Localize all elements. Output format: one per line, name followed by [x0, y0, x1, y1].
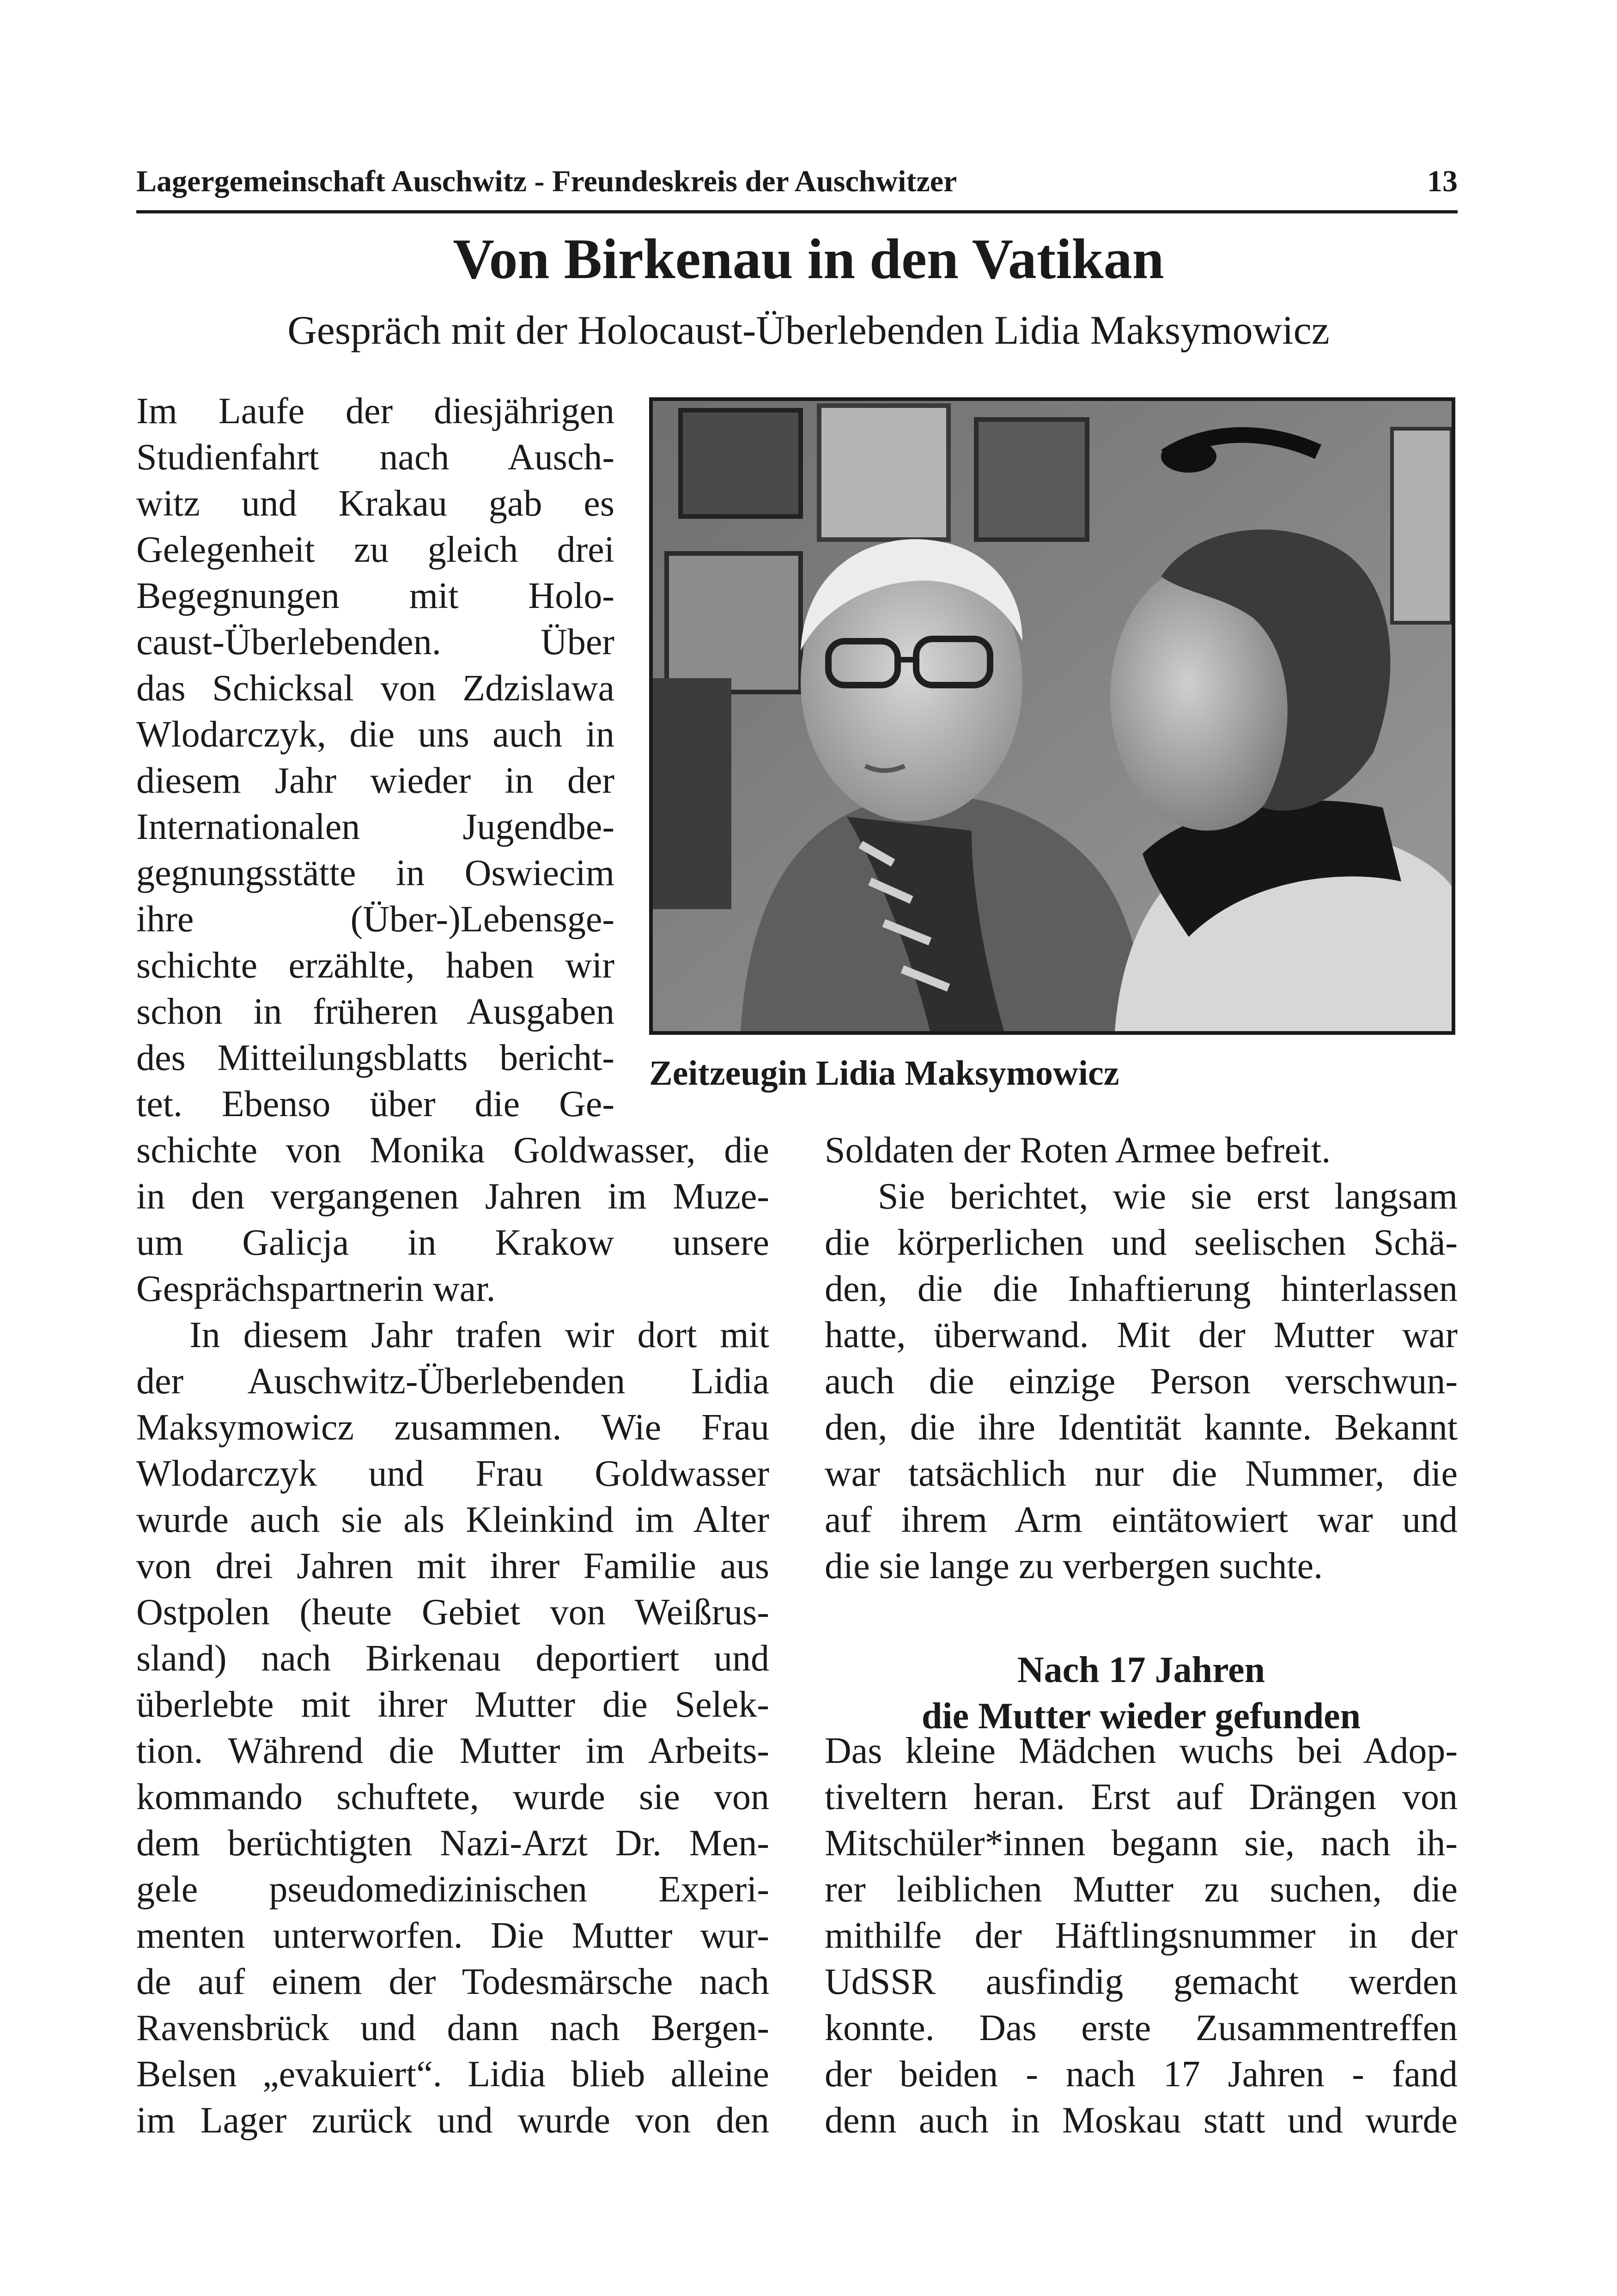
article-subtitle: Gespräch mit der Holocaust-Überlebenden Lidia Maksymowicz: [287, 308, 1330, 353]
text-line: hatte, überwand. Mit der Mutter war: [825, 1315, 1458, 1355]
text-line: tet. Ebenso über die Ge-: [136, 1084, 614, 1124]
text-line: schichte von Monika Goldwasser, die: [136, 1130, 769, 1171]
text-line: In diesem Jahr trafen wir dort mit: [189, 1315, 769, 1355]
text-line: die körperlichen und seelischen Schä-: [825, 1222, 1458, 1263]
photo-caption: Zeitzeugin Lidia Maksymowicz: [649, 1054, 1119, 1093]
page-number: 13: [1427, 164, 1458, 198]
text-line: der Auschwitz-Überlebenden Lidia: [136, 1361, 769, 1402]
text-line: menten unterworfen. Die Mutter wur-: [136, 1915, 769, 1956]
text-line: schichte erzählte, haben wir: [136, 945, 614, 986]
text-line: des Mitteilungsblatts bericht-: [136, 1038, 614, 1078]
article-title: Von Birkenau in den Vatikan: [453, 227, 1164, 291]
text-line: kommando schuftete, wurde sie von: [136, 1777, 769, 1817]
text-line: war tatsächlich nur die Nummer, die: [825, 1453, 1458, 1494]
text-line: die sie lange zu verbergen suchte.: [825, 1546, 1323, 1586]
text-line: Maksymowicz zusammen. Wie Frau: [136, 1407, 769, 1448]
text-line: denn auch in Moskau statt und wurde: [825, 2100, 1458, 2141]
text-line: Wlodarczyk, die uns auch in: [136, 714, 614, 755]
text-line: den, die die Inhaftierung hinterlassen: [825, 1269, 1458, 1309]
header-rule: [136, 210, 1458, 213]
section-heading: die Mutter wieder gefunden: [921, 1696, 1361, 1737]
text-line: der beiden - nach 17 Jahren - fand: [825, 2054, 1458, 2095]
text-line: den, die ihre Identität kannte. Bekannt: [825, 1407, 1458, 1448]
text-line: tion. Während die Mutter im Arbeits-: [136, 1731, 769, 1771]
text-line: gegnungsstätte in Oswiecim: [136, 853, 614, 893]
text-line: UdSSR ausfindig gemacht werden: [825, 1962, 1458, 2002]
text-line: Ostpolen (heute Gebiet von Weißrus-: [136, 1592, 769, 1633]
text-line: konnte. Das erste Zusammentreffen: [825, 2008, 1458, 2048]
text-line: auch die einzige Person verschwun-: [825, 1361, 1458, 1402]
text-line: witz und Krakau gab es: [136, 483, 614, 524]
text-line: wurde auch sie als Kleinkind im Alter: [136, 1500, 769, 1540]
text-line: mithilfe der Häftlingsnummer in der: [825, 1915, 1458, 1956]
text-line: caust-Überlebenden. Über: [136, 622, 614, 662]
text-line: gele pseudomedizinischen Experi-: [136, 1869, 769, 1910]
text-line: sland) nach Birkenau deportiert und: [136, 1638, 769, 1679]
text-line: Ravensbrück und dann nach Bergen-: [136, 2008, 769, 2048]
text-line: auf ihrem Arm eintätowiert war und: [825, 1500, 1458, 1540]
text-line: Das kleine Mädchen wuchs bei Adop-: [825, 1731, 1458, 1771]
running-header: Lagergemeinschaft Auschwitz - Freundeskreis der Auschwitzer: [136, 164, 957, 198]
text-line: in den vergangenen Jahren im Muze-: [136, 1176, 769, 1217]
text-line: Mitschüler*innen begann sie, nach ih-: [825, 1823, 1458, 1864]
text-line: schon in früheren Ausgaben: [136, 991, 614, 1032]
text-line: ihre (Über-)Lebensge-: [136, 899, 614, 940]
text-line: um Galicja in Krakow unsere: [136, 1222, 769, 1263]
text-line: Sie berichtet, wie sie erst langsam: [878, 1176, 1458, 1217]
text-line: Gelegenheit zu gleich drei: [136, 529, 614, 570]
text-line: diesem Jahr wieder in der: [136, 760, 614, 801]
text-line: im Lager zurück und wurde von den: [136, 2100, 769, 2141]
text-line: tiveltern heran. Erst auf Drängen von: [825, 1777, 1458, 1817]
text-line: Gesprächspartnerin war.: [136, 1269, 496, 1309]
article-photo: [649, 397, 1455, 1035]
text-line: Internationalen Jugendbe-: [136, 807, 614, 847]
text-line: rer leiblichen Mutter zu suchen, die: [825, 1869, 1458, 1910]
text-line: Soldaten der Roten Armee befreit.: [825, 1130, 1331, 1171]
text-line: de auf einem der Todesmärsche nach: [136, 1962, 769, 2002]
text-line: überlebte mit ihrer Mutter die Selek-: [136, 1684, 769, 1725]
section-heading: Nach 17 Jahren: [1017, 1650, 1265, 1690]
text-line: das Schicksal von Zdzislawa: [136, 668, 614, 709]
text-line: Im Laufe der diesjährigen: [136, 391, 614, 431]
text-line: Studienfahrt nach Ausch-: [136, 437, 614, 478]
text-line: von drei Jahren mit ihrer Familie aus: [136, 1546, 769, 1586]
text-line: dem berüchtigten Nazi-Arzt Dr. Men-: [136, 1823, 769, 1864]
text-line: Begegnungen mit Holo-: [136, 576, 614, 616]
text-line: Belsen „evakuiert“. Lidia blieb alleine: [136, 2054, 769, 2095]
text-line: Wlodarczyk und Frau Goldwasser: [136, 1453, 769, 1494]
